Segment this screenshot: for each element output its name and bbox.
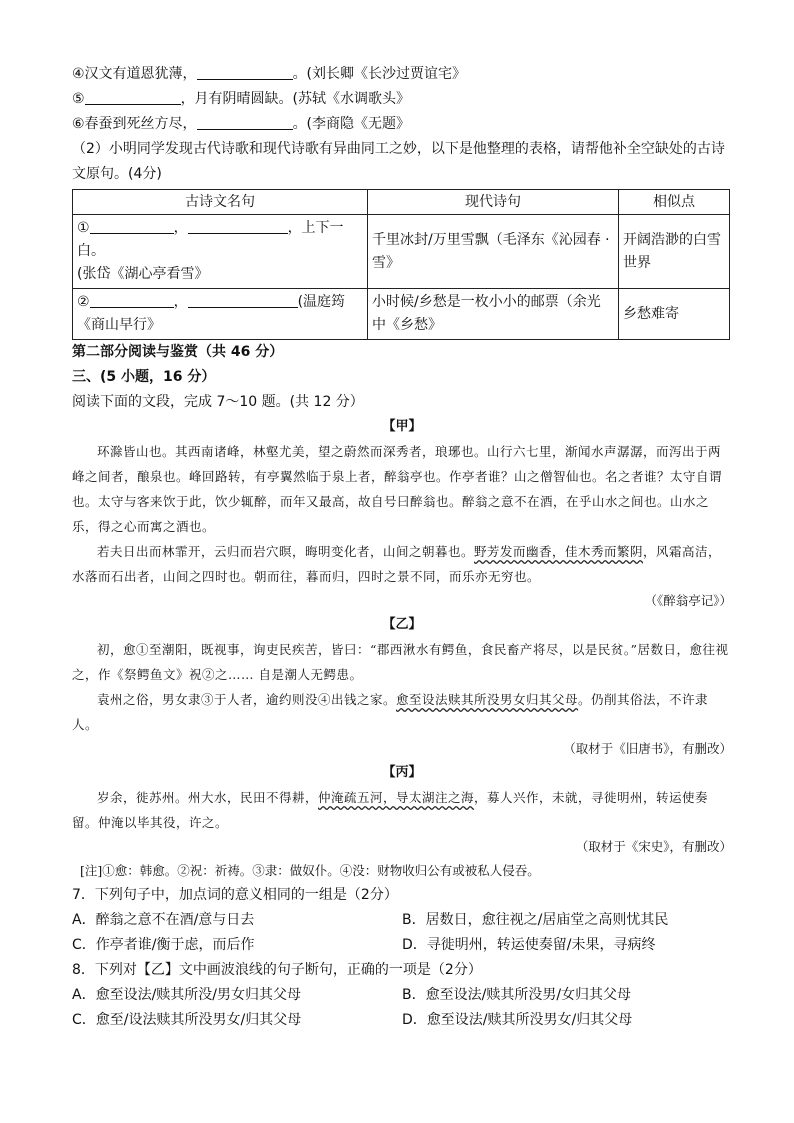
row-number: ① (77, 220, 90, 236)
passage-bing (72, 785, 732, 835)
exam-page (72, 62, 732, 1033)
wavy-underlined-text: 野芳发而幽香，佳木秀而繁阴 (474, 544, 644, 559)
classical-cell (73, 289, 368, 340)
q4-suffix: 。(刘长卿《长沙过贾谊宅》 (292, 66, 467, 82)
answer-blank[interactable] (90, 217, 174, 234)
passage-bing-title: 【丙】 (382, 765, 422, 780)
q5-suffix: ，月有阴晴圆缺。(苏轼《水调歌头》 (180, 91, 411, 107)
option-d[interactable]: D．寻徙明州，转运使奏留/未果，寻病终 (402, 937, 656, 953)
option-b[interactable]: B．居数日，愈往视之/居庙堂之高则忧其民 (402, 912, 669, 928)
poem-q6 (72, 112, 732, 137)
option-d[interactable]: D．愈至设法/赎其所没男女/归其父母 (402, 1012, 633, 1028)
similarity-cell: 乡愁难寄 (619, 289, 730, 340)
row-number: ② (77, 294, 90, 310)
passage-jia-title: 【甲】 (382, 419, 422, 434)
part-title: 第二部分阅读与鉴赏（共 46 分） (72, 344, 284, 360)
comma: ， (173, 294, 188, 310)
question-2-line2: 文原句。(4分) (72, 166, 162, 182)
passage-yi-source: （取材于《旧唐书》，有删改） (563, 741, 732, 756)
classical-source: (温庭筠《商山早行》 (77, 294, 346, 333)
section-title: 三、(5 小题，16 分） (72, 369, 216, 385)
passage-paragraph: 环滁皆山也。其西南诸峰，林壑尤美，望之蔚然而深秀者，琅琊也。山行六七里，渐闻水声潺潺，而泻出于两峰之间者，酿泉也。峰回路转，有亭翼然临于泉上者，醉翁亭也。作亭者谁？山之僧智仙也。名之者谁？太守自谓也。太守与客来饮于此，饮少辄醉，而年又最高，故自号曰醉翁也。醉翁之意不在酒，在乎山水之间也。山水之乐，得之心而寓之酒也。 (72, 444, 723, 534)
modern-cell: 小时候/乡愁是一枚小小的邮票（余光中《乡愁》 (368, 289, 619, 340)
option-c[interactable]: C．愈至/设法赎其所没男女/归其父母 (72, 1012, 302, 1028)
passage-paragraph (72, 785, 732, 835)
answer-blank[interactable] (197, 63, 293, 80)
question-8-stem: 8．下列对【乙】文中画波浪线的句子断句，正确的一项是（2分） (72, 962, 482, 978)
text-span: ，风霜高洁，水落而石出者，山间之四时也。朝而往，暮而归，四时之景不同，而乐亦无穷也。 (72, 544, 722, 584)
text-span: 岁余，徙苏州。州大水，民田不得耕， (97, 790, 319, 805)
question-7-stem: 7．下列句子中，加点词的意义相同的一组是（2分） (72, 887, 398, 903)
table-row (73, 289, 730, 340)
passage-jia (72, 439, 732, 589)
q6-prefix: ⑥春蚕到死丝方尽， (72, 116, 197, 132)
text-span: 。仍削其俗法，不许隶人。 (72, 692, 709, 732)
question-7-options-row2 (72, 933, 732, 958)
classical-text: ，上下一白。 (77, 220, 344, 259)
passage-jia-source: （《醉翁亭记》） (644, 593, 732, 608)
passage-yi-title: 【乙】 (382, 617, 422, 632)
table-row (73, 215, 730, 289)
annotation-notes: [注]①愈：韩愈。②祝：祈祷。③隶：做奴仆。④没：财物收归公有或被私人侵吞。 (80, 863, 540, 878)
text-span: ，募人兴作，未就，寻徙明州，转运使奏留。仲淹以毕其役，许之。 (72, 790, 709, 830)
poem-comparison-table (72, 189, 730, 340)
q5-prefix: ⑤ (72, 91, 85, 107)
classical-cell (73, 215, 368, 289)
passage-bing-source: （取材于《宋史》，有删改） (575, 839, 732, 854)
option-b[interactable]: B．愈至设法/赎其所没男/女归其父母 (402, 987, 632, 1003)
passage-paragraph (72, 539, 732, 589)
question-8-options-row1 (72, 983, 732, 1008)
poem-q5 (72, 87, 732, 112)
answer-blank[interactable] (90, 291, 174, 308)
modern-cell: 千里冰封/万里雪飘（毛泽东《沁园春 · 雪》 (368, 215, 619, 289)
answer-blank[interactable] (188, 217, 288, 234)
column-header: 现代诗句 (368, 190, 619, 215)
reading-intro: 阅读下面的文段，完成 7～10 题。(共 12 分） (72, 394, 364, 410)
answer-blank[interactable] (85, 88, 181, 105)
q4-prefix: ④汉文有道恩犹薄， (72, 66, 197, 82)
option-c[interactable]: C．作亭者谁/衡于虑，而后作 (72, 937, 255, 953)
answer-blank[interactable] (188, 291, 298, 308)
text-span: 袁州之俗，男女隶③于人者，逾约则没④出钱之家。 (97, 692, 397, 707)
poem-q4 (72, 62, 732, 87)
table-header-row (73, 190, 730, 215)
column-header: 古诗文名句 (73, 190, 368, 215)
option-a[interactable]: A．醉翁之意不在酒/意与日去 (72, 912, 255, 928)
passage-paragraph (72, 687, 732, 737)
question-7-options-row1 (72, 908, 732, 933)
option-a[interactable]: A．愈至设法/赎其所没/男女归其父母 (72, 987, 302, 1003)
question-2-line1: （2）小明同学发现古代诗歌和现代诗歌有异曲同工之妙，以下是他整理的表格，请帮他补全空缺处的古诗 (72, 141, 725, 157)
passage-paragraph: 初，愈①至潮阳，既视事，询吏民疾苦，皆曰：“郡西湫水有鳄鱼，食民畜产将尽，以是民贫。”居数日，愈往视之，作《祭鳄鱼文》祝②之…… 自是潮人无鳄患。 (72, 642, 729, 682)
question-8-options-row2 (72, 1008, 732, 1033)
passage-yi (72, 637, 732, 737)
text-span: 若夫日出而林霏开，云归而岩穴暝，晦明变化者，山间之朝暮也。 (97, 544, 475, 559)
answer-blank[interactable] (197, 113, 293, 130)
comma: ， (173, 220, 188, 236)
column-header: 相似点 (619, 190, 730, 215)
similarity-cell: 开阔浩渺的白雪世界 (619, 215, 730, 289)
wavy-underlined-text: 愈至设法赎其所没男女归其父母 (396, 692, 579, 707)
wavy-underlined-text: 仲淹疏五河，导太湖注之海 (318, 790, 475, 805)
q6-suffix: 。(李商隐《无题》 (292, 116, 411, 132)
classical-source: (张岱《湖心亭看雪》 (77, 266, 209, 282)
